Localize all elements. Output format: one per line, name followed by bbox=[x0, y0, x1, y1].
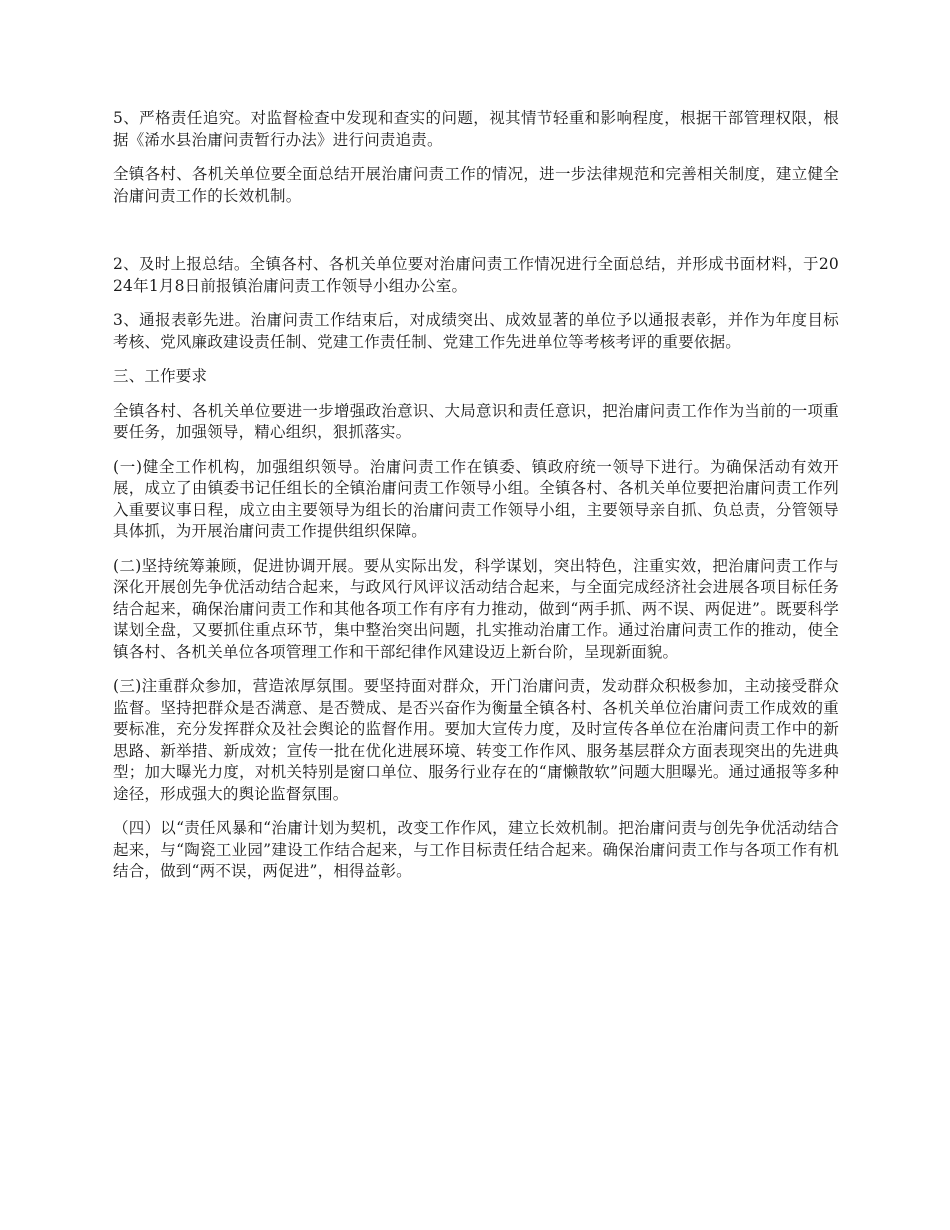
paragraph-report-summary: 2、及时上报总结。全镇各村、各机关单位要对治庸问责工作情况进行全面总结，并形成书面材料，于2024年1月8日前报镇治庸问责工作领导小组办公室。 bbox=[113, 255, 839, 295]
paragraph-long-term-mechanism: 全镇各村、各机关单位要全面总结开展治庸问责工作的情况，进一步法律规范和完善相关制度，建立健全治庸问责工作的长效机制。 bbox=[113, 165, 839, 205]
paragraph-commend-advanced: 3、通报表彰先进。治庸问责工作结束后，对成绩突出、成效显著的单位予以通报表彰，并作为年度目标考核、党风廉政建设责任制、党建工作责任制、党建工作先进单位等考核考评的重要依据。 bbox=[113, 311, 839, 351]
paragraph-item-2-coordination: (二)坚持统筹兼顾，促进协调开展。要从实际出发，科学谋划，突出特色，注重实效，把治庸问责工作与深化开展创先争优活动结合起来，与政风行风评议活动结合起来，与全面完成经济社会进展各项目标任务结合起来，确保治庸问责工作和其他各项工作有序有力推动，做到“两手抓、两不误、两促进”。既要科学谋划全盘，又要抓住重点环节，集中整治突出问题，扎实推动治庸工作。通过治庸问责工作的推动，使全镇各村、各机关单位各项管理工作和干部纪律作风建设迈上新台阶，呈现新面貌。 bbox=[113, 556, 839, 661]
paragraph-item-4-long-term: （四）以“责任风暴和“治庸计划为契机，改变工作作风，建立长效机制。把治庸问责与创先争优活动结合起来，与“陶瓷工业园”建设工作结合起来，与工作目标责任结合起来。确保治庸问责工作与各项工作有机结合，做到“两不误，两促进”，相得益彰。 bbox=[113, 819, 839, 880]
paragraph-strict-accountability: 5、严格责任追究。对监督检查中发现和查实的问题，视其情节轻重和影响程度，根据干部管理权限，根据《浠水县治庸问责暂行办法》进行问责追责。 bbox=[113, 109, 839, 149]
section-gap bbox=[113, 220, 839, 254]
document-body bbox=[113, 108, 839, 896]
section-heading-work-requirements: 三、工作要求 bbox=[113, 367, 208, 385]
paragraph-item-3-public-participation: (三)注重群众参加，营造浓厚氛围。要坚持面对群众，开门治庸问责，发动群众积极参加，主动接受群众监督。坚持把群众是否满意、是否赞成、是否兴奋作为衡量全镇各村、各机关单位治庸问责工作成效的重要标准，充分发挥群众及社会舆论的监督作用。要加大宣传力度，及时宣传各单位在治庸问责工作中的新思路、新举措、新成效；宣传一批在优化进展环境、转变工作作风、服务基层群众方面表现突出的先进典型；加大曝光力度，对机关特别是窗口单位、服务行业存在的“庸懒散软”问题大胆曝光。通过通报等多种途径，形成强大的舆论监督氛围。 bbox=[113, 677, 839, 803]
paragraph-requirements-intro: 全镇各村、各机关单位要进一步增强政治意识、大局意识和责任意识，把治庸问责工作作为当前的一项重要任务，加强领导，精心组织，狠抓落实。 bbox=[113, 401, 839, 441]
paragraph-item-1-organization: (一)健全工作机构，加强组织领导。治庸问责工作在镇委、镇政府统一领导下进行。为确保活动有效开展，成立了由镇委书记任组长的全镇治庸问责工作领导小组。全镇各村、各机关单位要把治庸问责工作列入重要议事日程，成立由主要领导为组长的治庸问责工作领导小组，主要领导亲自抓、负总责，分管领导具体抓，为开展治庸问责工作提供组织保障。 bbox=[113, 457, 839, 540]
